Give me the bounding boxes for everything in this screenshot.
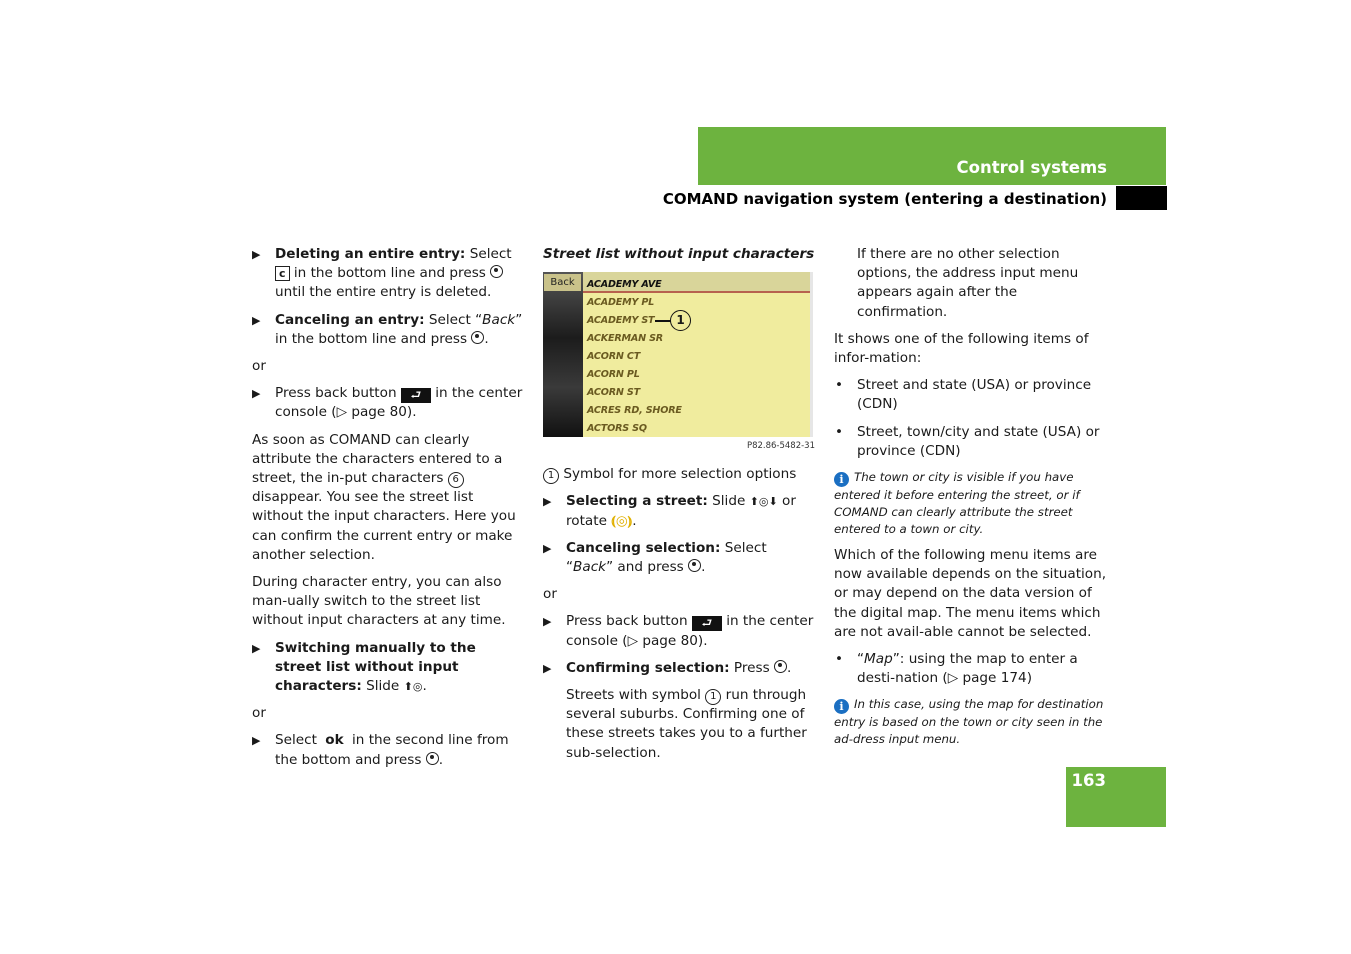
arrow-icon: ▶ [252, 387, 261, 401]
press-icon [490, 265, 503, 278]
street-row: ACTORS SQ [587, 423, 647, 435]
arrow-icon: ▶ [543, 495, 552, 509]
image-code: P82.86-5482-31 [746, 441, 815, 452]
column-1 [252, 245, 524, 778]
bullet-item: • “Map”: using the map to enter a desti-nation (▷ page 174) [835, 651, 1078, 687]
step-select-street: ▶ Selecting a street: Slide ⬆◎⬇ or rotate ⦅◎⦆. [543, 493, 796, 529]
street-row: ACORN PL [587, 369, 640, 381]
street-row: ACADEMY ST [587, 315, 655, 327]
subsection-title: COMAND navigation system (entering a destination) [662, 190, 1107, 208]
step-switch-manually: ▶ Switching manually to the street list without input characters: Slide ⬆◎. [252, 639, 476, 695]
back-button-icon: ⮐ [401, 388, 431, 403]
info-icon: i [834, 699, 849, 714]
step-delete-entry: ▶ Deleting an entire entry: Select c in the bottom line and press until the entire entry is deleted. [252, 246, 512, 301]
callout-1-icon: 1 [705, 689, 721, 705]
page-number: 163 [1071, 771, 1106, 790]
bullet-item: • Street, town/city and state (USA) or province (CDN) [835, 423, 1100, 459]
callout-6-icon: 6 [448, 472, 464, 488]
legend: 1 Symbol for more selection options [543, 465, 815, 484]
back-softkey: Back [544, 274, 581, 291]
step-back-button: ▶ Press back button ⮐ in the center console (▷ page 80). [252, 385, 523, 421]
slide-updown-icon: ⬆◎⬇ [749, 495, 778, 509]
arrow-icon: ▶ [252, 734, 261, 748]
step-back-button: ▶ Press back button ⮐ in the center console (▷ page 80). [543, 613, 814, 649]
info-note: i In this case, using the map for destination entry is based on the town or city seen in the ad-dress input menu. [834, 697, 1104, 747]
street-row: ACADEMY PL [587, 297, 655, 309]
callout-1-icon: 1 [543, 468, 559, 484]
section-title: Control systems [956, 158, 1107, 177]
column-3 [834, 245, 1108, 756]
bullet-item: • Street and state (USA) or province (CDN) [835, 377, 1092, 413]
street-row: ACORN ST [587, 387, 640, 399]
arrow-icon: ▶ [543, 661, 552, 675]
arrow-icon: ▶ [252, 313, 261, 327]
column-2 [543, 245, 815, 771]
or-text: or [252, 705, 266, 722]
paragraph: It shows one of the following items of infor-mation: [834, 330, 1089, 367]
header-marker [1116, 186, 1167, 210]
screen-left-panel [543, 272, 583, 437]
press-icon [426, 752, 439, 765]
arrow-icon: ▶ [543, 541, 552, 555]
step-select-ok: ▶ Select ok in the second line from the bottom and press . [252, 732, 509, 768]
street-row: ACADEMY AVE [587, 279, 662, 291]
bullet-icon: • [835, 377, 844, 394]
callout-line [655, 320, 671, 322]
step-cancel-entry: ▶ Canceling an entry: Select “Back” in the bottom line and press . [252, 311, 523, 347]
figure-caption: Street list without input characters [543, 246, 815, 262]
street-list-screen [543, 272, 813, 437]
rotate-icon: ⦅◎⦆ [611, 512, 633, 529]
back-button-icon: ⮐ [692, 616, 722, 631]
info-note: i The town or city is visible if you have entered it before entering the street, or if COMAND can clearly attribute the street entered to a town or city. [834, 470, 1080, 537]
street-row: ACRES RD, SHORE [587, 405, 682, 417]
or-text: or [252, 358, 266, 375]
key-c-icon: c [275, 266, 290, 281]
arrow-icon: ▶ [252, 641, 261, 655]
paragraph: Streets with symbol 1 run through several suburbs. Confirming one of these streets takes you to a further sub-selection. [566, 687, 807, 761]
ok-label: ok [325, 732, 344, 749]
callout-1: 1 [670, 310, 691, 331]
street-row: ACKERMAN SR [587, 333, 663, 345]
scrollbar [810, 272, 813, 437]
step-confirm-selection: ▶ Confirming selection: Press . [543, 659, 815, 678]
paragraph: As soon as COMAND can clearly attribute the characters entered to a street, the in-put characters 6 disappear. You see the street list without the input characters. Here you can confirm the current entry or make another selection. [252, 431, 516, 563]
step-cancel-selection: ▶ Canceling selection: Select “Back” and press . [543, 539, 767, 576]
slide-up-icon: ⬆◎ [403, 680, 423, 694]
press-icon [688, 559, 701, 572]
bullet-icon: • [835, 423, 844, 440]
arrow-icon: ▶ [543, 615, 552, 629]
press-icon [774, 660, 787, 673]
paragraph: Which of the following menu items are now available depends on the situation, or may depend on the data version of the digital map. The menu items which are not avail-able cannot be selected. [834, 547, 1107, 640]
bullet-icon: • [835, 651, 844, 668]
arrow-icon: ▶ [252, 248, 261, 261]
paragraph: If there are no other selection options, the address input menu appears again after the confirmation. [857, 246, 1079, 320]
street-row: ACORN CT [587, 351, 641, 363]
info-icon: i [834, 472, 849, 487]
paragraph: During character entry, you can also man-ually switch to the street list without input characters at any time. [252, 574, 506, 629]
or-text: or [543, 586, 557, 603]
press-icon [471, 331, 484, 344]
